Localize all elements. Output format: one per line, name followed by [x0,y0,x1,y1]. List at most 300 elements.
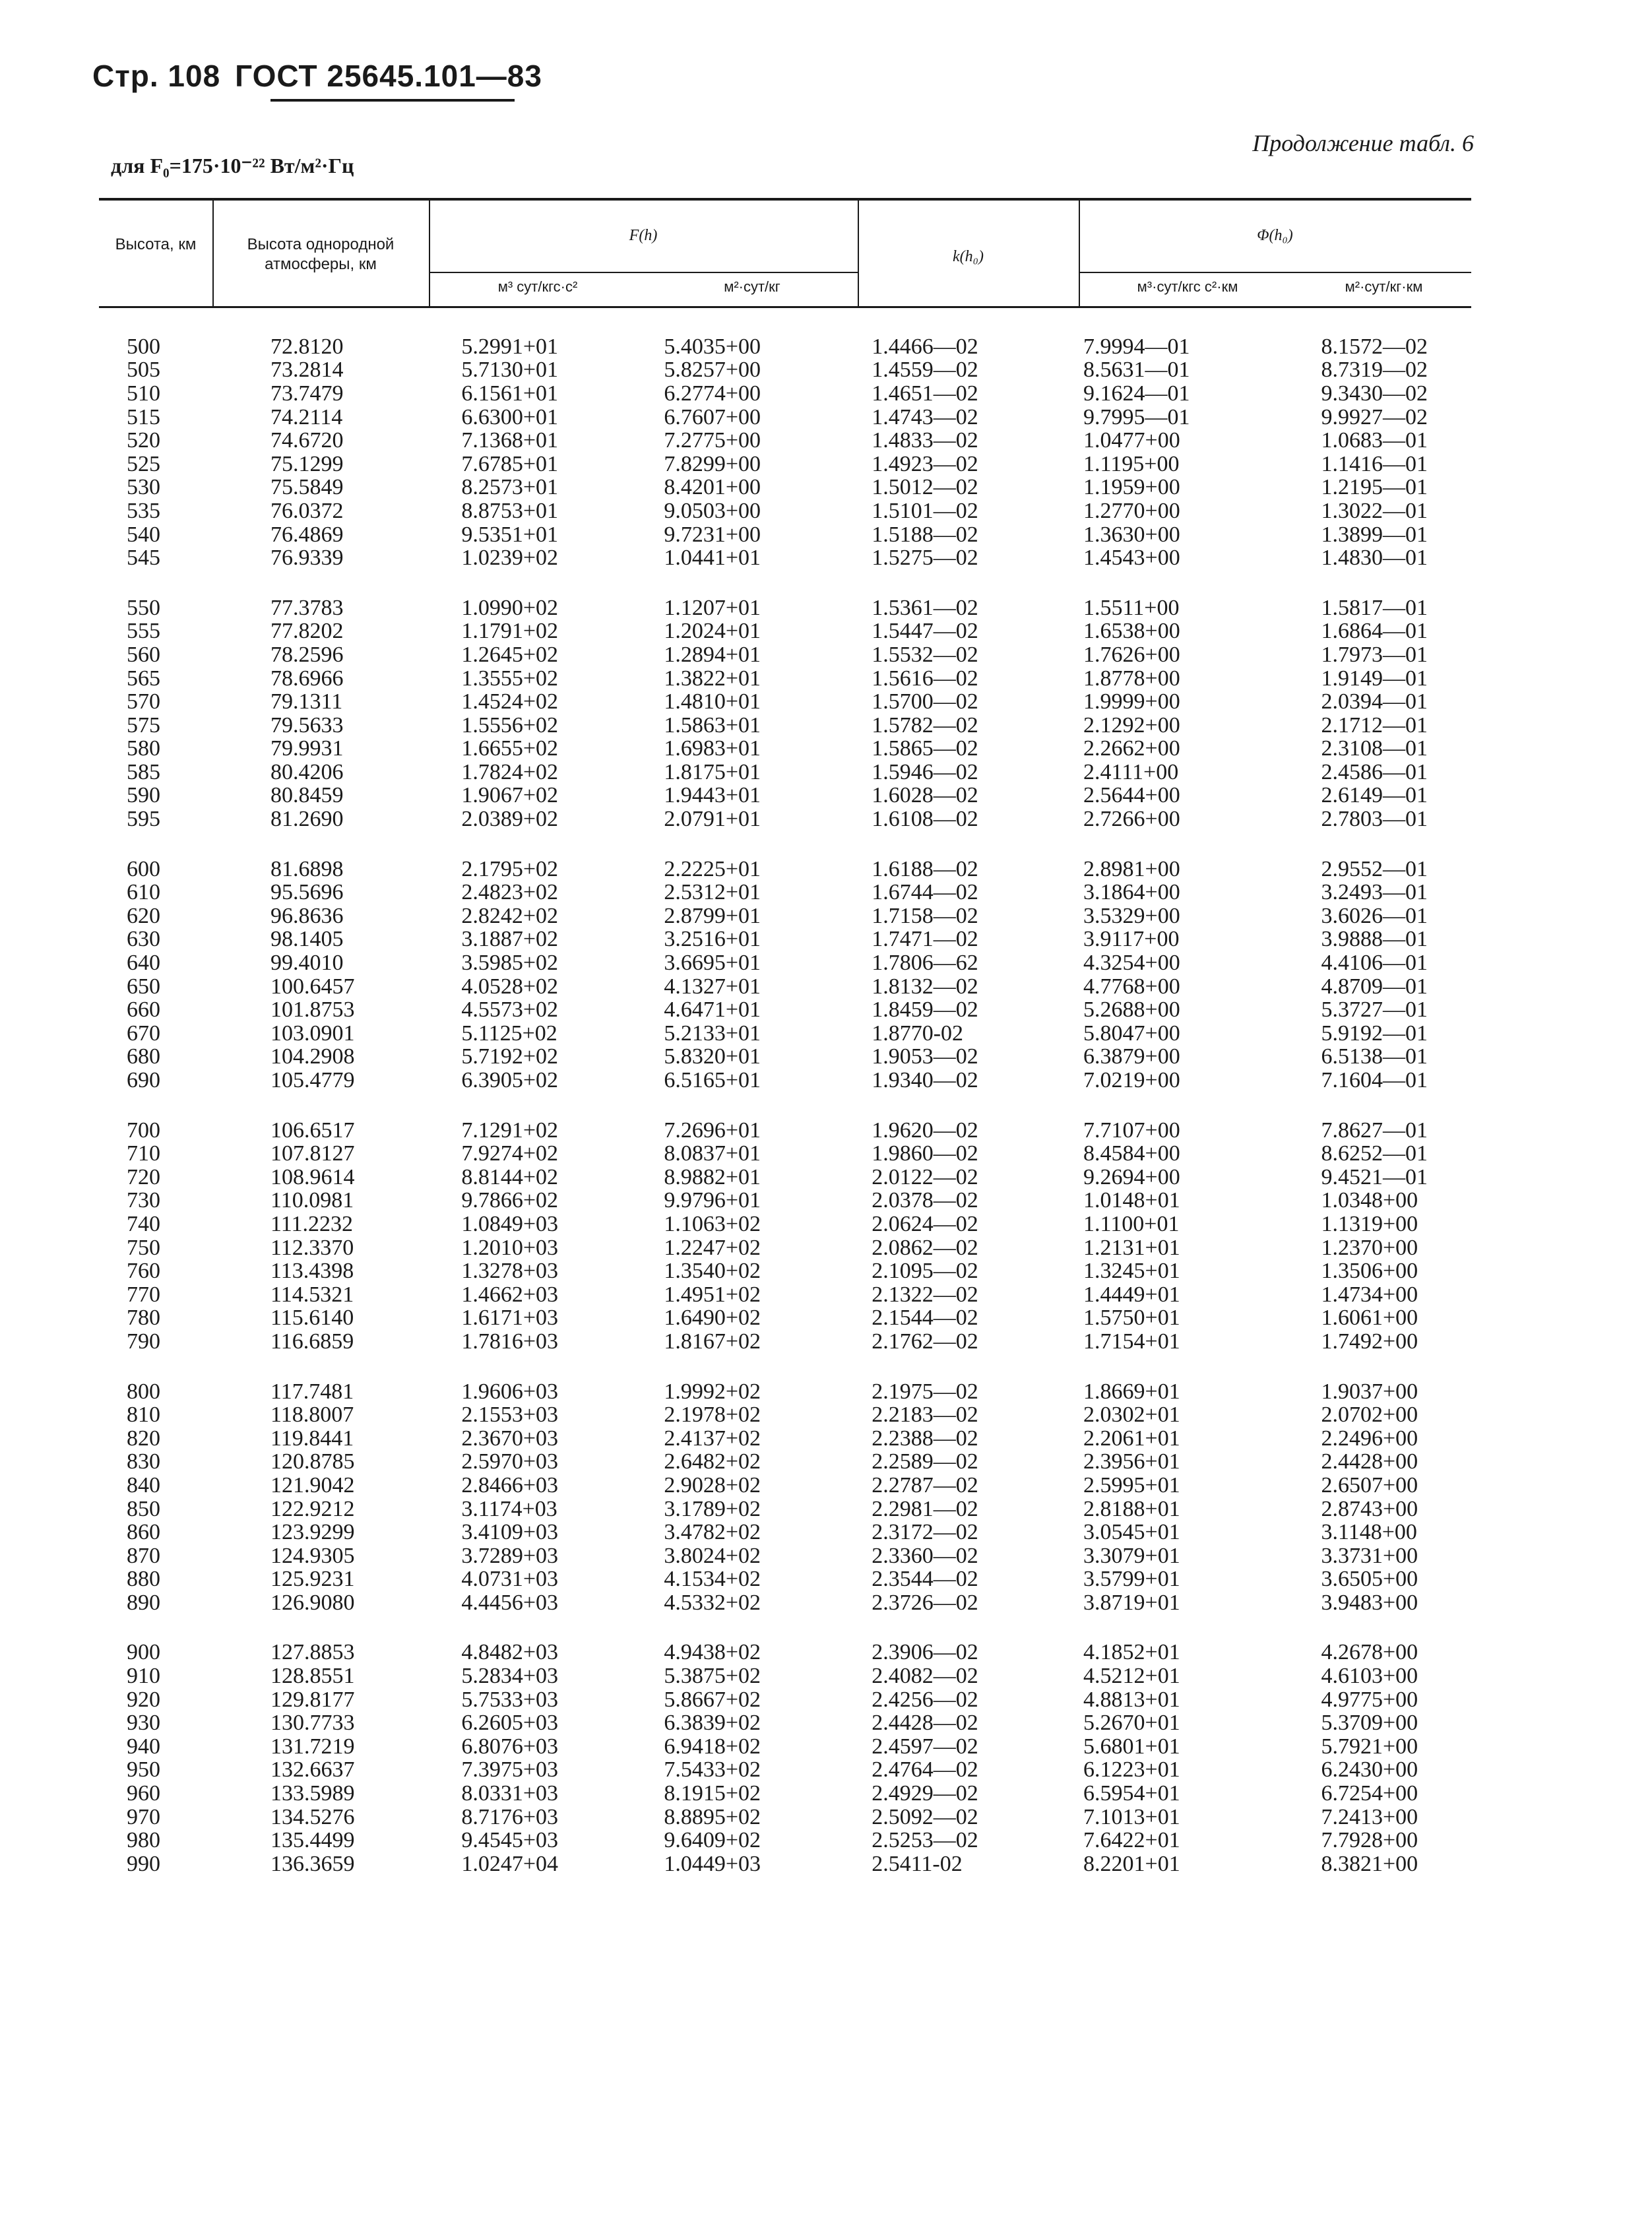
cell-k: 2.3726—02 [872,1590,978,1615]
cell-phi-unit2: 3.9888—01 [1321,927,1428,952]
cell-phi-unit2: 2.0394—01 [1321,689,1428,714]
cell-height: 630 [127,927,160,952]
header-subrule [1079,272,1471,273]
table-row [99,1022,1471,1046]
cell-phi-unit1: 1.6538+00 [1083,619,1180,644]
row-group [99,596,1471,831]
cell-F-unit2: 1.5863+01 [664,712,761,738]
cell-k: 1.8459—02 [872,997,978,1023]
cell-phi-unit1: 1.5750+01 [1083,1306,1180,1331]
cell-height: 580 [127,736,160,761]
cell-k: 1.5275—02 [872,546,978,571]
cell-phi-unit1: 1.1195+00 [1083,451,1180,476]
table-row [99,382,1471,406]
cell-k: 2.2388—02 [872,1426,978,1451]
cell-F-unit1: 1.0849+03 [461,1211,559,1236]
cell-homog-height: 130.7733 [270,1711,355,1736]
cell-phi-unit2: 1.5817—01 [1321,595,1428,620]
cell-F-unit1: 5.2834+03 [461,1664,559,1689]
cell-homog-height: 122.9212 [270,1496,355,1521]
cell-phi-unit1: 7.6422+01 [1083,1828,1180,1853]
cell-phi-unit1: 1.4543+00 [1083,546,1180,571]
cell-phi-unit2: 8.7319—02 [1321,358,1428,383]
cell-F-unit1: 3.7289+03 [461,1543,559,1568]
cell-F-unit2: 1.8175+01 [664,759,761,784]
table-row [99,807,1471,831]
cell-k: 1.7471—02 [872,927,978,952]
cell-k: 1.7806—62 [872,951,978,976]
cell-homog-height: 125.9231 [270,1567,355,1592]
cell-k: 1.4466—02 [872,334,978,359]
cell-homog-height: 126.9080 [270,1590,355,1615]
cell-k: 2.0862—02 [872,1235,978,1260]
table-row [99,1806,1471,1829]
table-row [99,858,1471,881]
row-group [99,1119,1471,1354]
cell-F-unit1: 1.6171+03 [461,1306,559,1331]
cell-F-unit2: 3.4782+02 [664,1520,761,1545]
table-row [99,951,1471,975]
cell-homog-height: 78.2596 [270,642,344,667]
cell-F-unit2: 1.2024+01 [664,619,761,644]
cell-height: 535 [127,498,160,523]
cell-homog-height: 72.8120 [270,334,344,359]
cell-homog-height: 115.6140 [270,1306,354,1331]
cell-homog-height: 76.4869 [270,522,344,547]
cell-F-unit2: 4.1534+02 [664,1567,761,1592]
cell-homog-height: 79.5633 [270,712,344,738]
cell-height: 880 [127,1567,160,1592]
cell-F-unit2: 6.7607+00 [664,404,761,429]
cell-height: 640 [127,951,160,976]
cell-phi-unit1: 3.5329+00 [1083,903,1180,928]
cell-F-unit2: 5.8320+01 [664,1044,761,1069]
cell-height: 800 [127,1379,160,1404]
cell-phi-unit1: 1.1959+00 [1083,475,1180,500]
cell-k: 1.6744—02 [872,880,978,905]
cell-F-unit1: 1.1791+02 [461,619,559,644]
cell-F-unit1: 9.5351+01 [461,522,559,547]
cell-homog-height: 132.6637 [270,1757,355,1782]
cell-phi-unit2: 1.9149—01 [1321,666,1428,691]
cell-height: 870 [127,1543,160,1568]
cell-homog-height: 134.5276 [270,1804,355,1829]
cell-F-unit2: 1.1063+02 [664,1211,761,1236]
cell-homog-height: 106.6517 [270,1118,355,1143]
cell-homog-height: 95.5696 [270,880,344,905]
cell-height: 770 [127,1282,160,1307]
cell-homog-height: 103.0901 [270,1021,355,1046]
cell-F-unit2: 4.6471+01 [664,997,761,1023]
cell-F-unit2: 2.2225+01 [664,856,761,881]
cell-k: 1.7158—02 [872,903,978,928]
cell-height: 920 [127,1687,160,1712]
cell-k: 2.2787—02 [872,1472,978,1498]
cell-homog-height: 127.8853 [270,1640,355,1665]
cell-F-unit1: 1.9067+02 [461,783,559,808]
cell-F-unit1: 1.4524+02 [461,689,559,714]
cell-F-unit1: 8.0331+03 [461,1781,559,1806]
page-number: Стр. 108 [92,59,221,93]
cell-phi-unit1: 4.1852+01 [1083,1640,1180,1665]
cell-homog-height: 121.9042 [270,1472,355,1498]
cell-homog-height: 136.3659 [270,1851,355,1876]
cell-height: 585 [127,759,160,784]
cell-k: 1.9620—02 [872,1118,978,1143]
cell-F-unit2: 7.8299+00 [664,451,761,476]
cell-F-unit1: 7.1368+01 [461,428,559,453]
cell-F-unit1: 4.5573+02 [461,997,559,1023]
cell-phi-unit1: 2.3956+01 [1083,1449,1180,1474]
cell-F-unit2: 3.2516+01 [664,927,761,952]
cell-F-unit1: 1.2645+02 [461,642,559,667]
cell-F-unit2: 7.2696+01 [664,1118,761,1143]
table-row [99,1236,1471,1260]
cell-phi-unit2: 1.9037+00 [1321,1379,1418,1404]
table-row [99,406,1471,429]
cell-phi-unit2: 4.6103+00 [1321,1664,1418,1689]
cell-F-unit2: 1.9992+02 [664,1379,761,1404]
table-row [99,1189,1471,1213]
cell-F-unit1: 7.9274+02 [461,1141,559,1166]
cell-phi-unit1: 7.7107+00 [1083,1118,1180,1143]
cell-F-unit2: 6.5165+01 [664,1068,761,1093]
table-header [99,198,1471,308]
cell-k: 2.0122—02 [872,1164,978,1189]
cell-k: 1.5447—02 [872,619,978,644]
cell-F-unit1: 8.8753+01 [461,498,559,523]
cell-F-unit1: 6.1561+01 [461,381,559,406]
cell-phi-unit2: 2.6507+00 [1321,1472,1418,1498]
cell-phi-unit2: 7.1604—01 [1321,1068,1428,1093]
cell-F-unit2: 8.0837+01 [664,1141,761,1166]
cell-k: 1.5012—02 [872,475,978,500]
cell-F-unit1: 2.8242+02 [461,903,559,928]
cell-F-unit2: 1.1207+01 [664,595,761,620]
cell-height: 730 [127,1188,160,1213]
cell-height: 790 [127,1329,160,1354]
cell-F-unit2: 4.5332+02 [664,1590,761,1615]
cell-phi-unit2: 6.5138—01 [1321,1044,1428,1069]
cell-F-unit2: 2.9028+02 [664,1472,761,1498]
cell-phi-unit2: 2.8743+00 [1321,1496,1418,1521]
cell-F-unit2: 2.8799+01 [664,903,761,928]
cell-phi-unit2: 4.9775+00 [1321,1687,1418,1712]
row-group [99,1641,1471,1876]
cell-k: 2.2981—02 [872,1496,978,1521]
cell-phi-unit1: 2.5995+01 [1083,1472,1180,1498]
cell-homog-height: 129.8177 [270,1687,355,1712]
cell-phi-unit2: 2.6149—01 [1321,783,1428,808]
table-body [99,335,1471,1903]
cell-k: 1.5101—02 [872,498,978,523]
cell-F-unit2: 3.1789+02 [664,1496,761,1521]
cell-F-unit1: 1.0239+02 [461,546,559,571]
cell-phi-unit1: 1.3630+00 [1083,522,1180,547]
cell-height: 900 [127,1640,160,1665]
cell-homog-height: 124.9305 [270,1543,355,1568]
cell-height: 890 [127,1590,160,1615]
cell-F-unit1: 1.5556+02 [461,712,559,738]
cell-homog-height: 135.4499 [270,1828,355,1853]
cell-homog-height: 80.4206 [270,759,344,784]
cell-F-unit1: 9.7866+02 [461,1188,559,1213]
cell-F-unit2: 1.6490+02 [664,1306,761,1331]
cell-k: 2.3906—02 [872,1640,978,1665]
cell-phi-unit1: 1.3245+01 [1083,1259,1180,1284]
cell-F-unit2: 1.3540+02 [664,1259,761,1284]
cell-phi-unit1: 7.0219+00 [1083,1068,1180,1093]
table-row [99,1142,1471,1166]
cell-height: 860 [127,1520,160,1545]
table-row [99,546,1471,570]
column-divider [212,201,214,306]
cell-k: 1.5188—02 [872,522,978,547]
cell-F-unit2: 3.6695+01 [664,951,761,976]
table-row [99,1711,1471,1735]
cell-k: 2.1544—02 [872,1306,978,1331]
cell-phi-unit2: 2.4428+00 [1321,1449,1418,1474]
cell-phi-unit2: 5.3709+00 [1321,1711,1418,1736]
table-row [99,784,1471,808]
cell-F-unit2: 2.4137+02 [664,1426,761,1451]
cell-F-unit1: 4.4456+03 [461,1590,559,1615]
cell-height: 950 [127,1757,160,1782]
table-row [99,523,1471,547]
cell-height: 515 [127,404,160,429]
cell-k: 1.6028—02 [872,783,978,808]
cell-homog-height: 99.4010 [270,951,344,976]
col-F-group: F(h) [629,227,658,244]
cell-phi-unit2: 5.9192—01 [1321,1021,1428,1046]
cell-homog-height: 74.6720 [270,428,344,453]
cell-height: 620 [127,903,160,928]
cell-F-unit1: 1.7824+02 [461,759,559,784]
cell-homog-height: 133.5989 [270,1781,355,1806]
cell-F-unit2: 3.8024+02 [664,1543,761,1568]
cell-phi-unit1: 2.8981+00 [1083,856,1180,881]
cell-homog-height: 120.8785 [270,1449,355,1474]
cell-height: 545 [127,546,160,571]
cell-phi-unit2: 2.3108—01 [1321,736,1428,761]
cell-F-unit1: 2.1795+02 [461,856,559,881]
header-subrule [429,272,858,273]
cell-F-unit2: 8.1915+02 [664,1781,761,1806]
cell-homog-height: 76.9339 [270,546,344,571]
cell-height: 550 [127,595,160,620]
cell-F-unit1: 8.8144+02 [461,1164,559,1189]
cell-phi-unit1: 2.8188+01 [1083,1496,1180,1521]
cell-phi-unit2: 5.7921+00 [1321,1734,1418,1759]
cell-F-unit1: 8.2573+01 [461,475,559,500]
table-row [99,1498,1471,1521]
cell-height: 660 [127,997,160,1023]
col-phi-unit2: м²·сут/кг·км [1345,278,1423,295]
cell-F-unit2: 1.2894+01 [664,642,761,667]
cell-homog-height: 107.8127 [270,1141,355,1166]
cell-F-unit1: 9.4545+03 [461,1828,559,1853]
table-row [99,620,1471,644]
table-row [99,1544,1471,1568]
table-row [99,1782,1471,1806]
flux-label: для F₀=175·10⁻²² Вт/м²·Гц [111,154,354,177]
table-row [99,476,1471,500]
table-row [99,1521,1471,1544]
cell-F-unit1: 2.4823+02 [461,880,559,905]
cell-k: 2.5253—02 [872,1828,978,1853]
cell-phi-unit2: 9.3430—02 [1321,381,1428,406]
cell-k: 1.8132—02 [872,974,978,999]
col-height: Высота, км [115,236,197,253]
table-row [99,643,1471,667]
cell-F-unit1: 1.6655+02 [461,736,559,761]
cell-height: 650 [127,974,160,999]
cell-height: 500 [127,334,160,359]
cell-k: 1.9053—02 [872,1044,978,1069]
table-row [99,1069,1471,1092]
cell-F-unit1: 6.2605+03 [461,1711,559,1736]
cell-phi-unit1: 1.8669+01 [1083,1379,1180,1404]
cell-k: 1.4833—02 [872,428,978,453]
cell-F-unit1: 7.1291+02 [461,1118,559,1143]
cell-F-unit2: 4.1327+01 [664,974,761,999]
cell-k: 1.4923—02 [872,451,978,476]
table-row [99,761,1471,784]
cell-F-unit1: 3.1174+03 [461,1496,557,1521]
col-phi-group: Φ(h₀) [1257,227,1293,244]
cell-F-unit1: 1.3555+02 [461,666,559,691]
cell-phi-unit1: 4.3254+00 [1083,951,1180,976]
table-row [99,429,1471,453]
cell-homog-height: 77.3783 [270,595,344,620]
cell-phi-unit2: 4.2678+00 [1321,1640,1418,1665]
cell-F-unit2: 7.5433+02 [664,1757,761,1782]
cell-phi-unit1: 5.8047+00 [1083,1021,1180,1046]
cell-homog-height: 128.8551 [270,1664,355,1689]
cell-F-unit2: 2.6482+02 [664,1449,761,1474]
table-row [99,596,1471,620]
cell-F-unit1: 3.4109+03 [461,1520,559,1545]
cell-phi-unit2: 6.2430+00 [1321,1757,1418,1782]
table-row [99,359,1471,383]
cell-k: 2.4428—02 [872,1711,978,1736]
cell-phi-unit1: 1.2770+00 [1083,498,1180,523]
col-homog-height: Высота однородной атмосферы, км [247,236,395,273]
table-row [99,1427,1471,1451]
cell-homog-height: 104.2908 [270,1044,355,1069]
cell-F-unit1: 1.7816+03 [461,1329,559,1354]
cell-height: 610 [127,880,160,905]
cell-phi-unit1: 1.1100+01 [1083,1211,1180,1236]
cell-k: 2.4764—02 [872,1757,978,1782]
cell-F-unit2: 2.5312+01 [664,880,761,905]
cell-height: 525 [127,451,160,476]
cell-k: 1.6188—02 [872,856,978,881]
cell-phi-unit2: 4.8709—01 [1321,974,1428,999]
table-row [99,738,1471,761]
table-row [99,1688,1471,1712]
cell-homog-height: 74.2114 [270,404,343,429]
cell-height: 540 [127,522,160,547]
cell-F-unit2: 9.6409+02 [664,1828,761,1853]
cell-height: 960 [127,1781,160,1806]
cell-phi-unit2: 3.2493—01 [1321,880,1428,905]
standard-code: ГОСТ 25645.101—83 [235,59,542,93]
cell-height: 595 [127,807,160,832]
cell-homog-height: 73.2814 [270,358,344,383]
cell-homog-height: 100.6457 [270,974,355,999]
cell-F-unit1: 6.3905+02 [461,1068,559,1093]
cell-k: 1.5782—02 [872,712,978,738]
cell-F-unit2: 5.4035+00 [664,334,761,359]
cell-phi-unit2: 7.2413+00 [1321,1804,1418,1829]
cell-phi-unit1: 7.1013+01 [1083,1804,1180,1829]
col-F-unit2: м²·сут/кг [724,278,780,295]
col-k: k(h₀) [953,248,984,265]
cell-homog-height: 96.8636 [270,903,344,928]
cell-F-unit1: 5.7130+01 [461,358,559,383]
table-row [99,1259,1471,1283]
cell-homog-height: 123.9299 [270,1520,355,1545]
cell-height: 780 [127,1306,160,1331]
cell-F-unit1: 6.8076+03 [461,1734,559,1759]
cell-phi-unit1: 1.9999+00 [1083,689,1180,714]
col-F-unit1: м³ сут/кгс·с² [497,278,578,295]
cell-F-unit2: 5.3875+02 [664,1664,761,1689]
cell-k: 2.1975—02 [872,1379,978,1404]
cell-phi-unit1: 3.5799+01 [1083,1567,1180,1592]
table-row [99,1664,1471,1688]
cell-F-unit2: 1.6983+01 [664,736,761,761]
cell-F-unit2: 2.0791+01 [664,807,761,832]
cell-phi-unit2: 7.7928+00 [1321,1828,1418,1853]
cell-k: 1.9340—02 [872,1068,978,1093]
cell-k: 1.5361—02 [872,595,978,620]
cell-height: 930 [127,1711,160,1736]
cell-phi-unit1: 9.7995—01 [1083,404,1190,429]
cell-phi-unit2: 9.9927—02 [1321,404,1428,429]
cell-F-unit2: 4.9438+02 [664,1640,761,1665]
cell-phi-unit1: 1.2131+01 [1083,1235,1180,1260]
table-row [99,1568,1471,1592]
cell-F-unit1: 2.5970+03 [461,1449,559,1474]
cell-phi-unit2: 4.4106—01 [1321,951,1428,976]
cell-k: 1.5616—02 [872,666,978,691]
cell-phi-unit1: 1.4449+01 [1083,1282,1180,1307]
cell-F-unit1: 7.3975+03 [461,1757,559,1782]
cell-phi-unit2: 1.3899—01 [1321,522,1428,547]
cell-k: 2.5092—02 [872,1804,978,1829]
cell-phi-unit1: 3.0545+01 [1083,1520,1180,1545]
cell-F-unit1: 4.0731+03 [461,1567,559,1592]
table-row [99,1474,1471,1498]
cell-phi-unit2: 3.9483+00 [1321,1590,1418,1615]
cell-F-unit1: 1.4662+03 [461,1282,559,1307]
cell-height: 710 [127,1141,160,1166]
table-row [99,335,1471,359]
table-row [99,1403,1471,1427]
cell-k: 2.4597—02 [872,1734,978,1759]
cell-phi-unit1: 6.1223+01 [1083,1757,1180,1782]
cell-height: 740 [127,1211,160,1236]
cell-phi-unit1: 5.6801+01 [1083,1734,1180,1759]
cell-F-unit1: 2.0389+02 [461,807,559,832]
cell-homog-height: 73.7479 [270,381,344,406]
cell-phi-unit1: 1.5511+00 [1083,595,1180,620]
cell-homog-height: 111.2232 [270,1211,354,1236]
cell-phi-unit2: 1.3022—01 [1321,498,1428,523]
cell-F-unit2: 7.2775+00 [664,428,761,453]
